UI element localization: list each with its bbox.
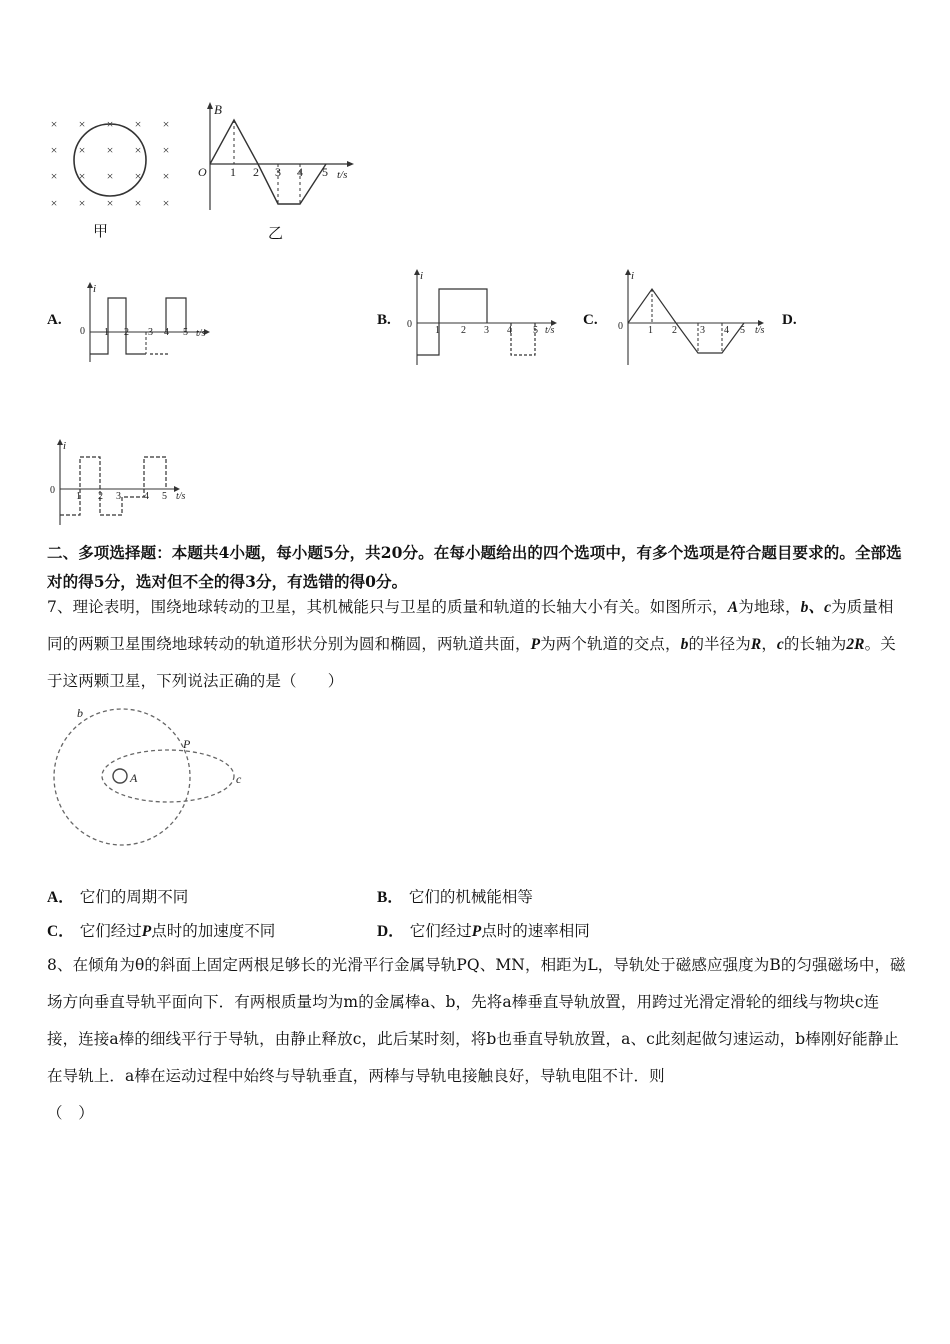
cross: × xyxy=(106,196,114,210)
svg-text:2: 2 xyxy=(672,325,677,336)
q7-option-c[interactable]: C． 它们经过P点时的加速度不同 xyxy=(47,922,276,940)
svg-text:3: 3 xyxy=(700,325,705,336)
svg-text:2: 2 xyxy=(461,325,466,336)
svg-text:5: 5 xyxy=(740,325,745,336)
label-c: c xyxy=(236,772,242,786)
svg-text:3: 3 xyxy=(116,491,121,502)
section-2-heading: 二、多项选择题：本题共4小题，每小题5分，共20分。在每小题给出的四个选项中，有多个选项是符合题目要求的。全部选对的得5分，选对但不全的得3分，有选错的得0分。 xyxy=(47,543,902,591)
label-a: A xyxy=(130,771,138,785)
i-curve xyxy=(90,298,146,354)
svg-text:0: 0 xyxy=(80,326,85,337)
b-curve xyxy=(210,120,326,204)
q8-number: 8、 xyxy=(47,956,73,974)
y-arrow xyxy=(207,102,213,109)
svg-text:1: 1 xyxy=(104,327,109,338)
svg-text:5: 5 xyxy=(162,491,167,502)
cross: × xyxy=(106,117,114,131)
tick-label: 2 xyxy=(253,165,259,179)
tick-label: 1 xyxy=(230,165,236,179)
option-d-letter: D. xyxy=(782,312,797,328)
caption-jia: 甲 xyxy=(93,222,109,240)
svg-text:0: 0 xyxy=(50,485,55,496)
cross: × xyxy=(162,169,170,183)
cross: × xyxy=(78,196,86,210)
cross: × xyxy=(78,117,86,131)
option-b-letter: B. xyxy=(377,312,391,328)
cross: × xyxy=(134,196,142,210)
cross: × xyxy=(134,143,142,157)
tick-label: 3 xyxy=(275,165,281,179)
svg-text:i: i xyxy=(631,270,635,282)
svg-text:1: 1 xyxy=(435,325,440,336)
svg-text:0: 0 xyxy=(618,321,623,332)
cross: × xyxy=(162,143,170,157)
axis-b-label: B xyxy=(214,102,222,117)
svg-text:5: 5 xyxy=(533,325,538,336)
svg-text:i: i xyxy=(93,283,97,295)
svg-text:t/s: t/s xyxy=(545,325,555,336)
label-b: b xyxy=(77,706,83,720)
svg-text:4: 4 xyxy=(507,325,512,336)
earth-a xyxy=(113,769,127,783)
option-a-letter: A. xyxy=(47,312,62,328)
i-curve xyxy=(417,289,487,355)
x-arrow xyxy=(347,161,354,167)
svg-text:i: i xyxy=(420,270,424,282)
figure-jia xyxy=(44,110,184,220)
svg-text:3: 3 xyxy=(484,325,489,336)
figure-yi xyxy=(192,100,362,215)
option-c-letter: C. xyxy=(583,312,598,328)
orbit-b-circle xyxy=(54,709,190,845)
svg-text:2: 2 xyxy=(98,491,103,502)
svg-text:0: 0 xyxy=(407,319,412,330)
cross: × xyxy=(162,196,170,210)
orbit-c-ellipse xyxy=(102,750,234,802)
tick-label: 5 xyxy=(322,165,328,179)
option-b-graph xyxy=(405,267,570,367)
cross: × xyxy=(50,117,58,131)
origin-label: O xyxy=(198,165,207,179)
cross: × xyxy=(50,169,58,183)
svg-text:t/s: t/s xyxy=(176,491,186,502)
cross: × xyxy=(50,143,58,157)
coil-circle xyxy=(74,124,146,196)
q7-number: 7、 xyxy=(47,598,73,616)
svg-text:t/s: t/s xyxy=(196,328,206,339)
q7-option-a[interactable]: A． 它们的周期不同 xyxy=(47,888,189,906)
cross: × xyxy=(50,196,58,210)
option-d-graph xyxy=(48,437,198,527)
option-c-graph xyxy=(612,267,777,367)
svg-text:1: 1 xyxy=(76,491,81,502)
caption-yi: 乙 xyxy=(268,224,284,242)
cross: × xyxy=(134,117,142,131)
svg-text:3: 3 xyxy=(148,327,153,338)
svg-text:4: 4 xyxy=(164,327,169,338)
cross: × xyxy=(106,143,114,157)
q7-option-d[interactable]: D． 它们经过P点时的速率相同 xyxy=(377,922,590,940)
i-curve xyxy=(60,457,166,515)
cross: × xyxy=(106,169,114,183)
label-p: P xyxy=(183,737,191,751)
svg-text:i: i xyxy=(63,440,67,452)
i-curve xyxy=(628,289,744,353)
q7-option-b[interactable]: B． 它们的机械能相等 xyxy=(377,888,533,906)
svg-text:t/s: t/s xyxy=(755,325,765,336)
svg-text:4: 4 xyxy=(724,325,729,336)
tick-label: 4 xyxy=(297,165,303,179)
cross: × xyxy=(78,169,86,183)
svg-text:2: 2 xyxy=(124,327,129,338)
svg-text:1: 1 xyxy=(648,325,653,336)
svg-text:5: 5 xyxy=(183,327,188,338)
orbit-figure xyxy=(50,703,260,853)
cross: × xyxy=(162,117,170,131)
option-a-graph xyxy=(78,280,218,365)
cross: × xyxy=(78,143,86,157)
q8-answer-blank: （ ） xyxy=(47,1104,94,1122)
question-8: 8、在倾角为θ的斜面上固定两根足够长的光滑平行金属导轨PQ、MN，相距为L，导轨处于磁感应强度为B的匀强磁场中，磁场方向垂直导轨平面向下．有两根质量均为m的金属棒a、b，先将a棒垂直导轨放置，用跨过光滑定滑轮的细线与物块c连接，连接a棒的细线平行于导轨，由静止释放c，此后某时刻，将b也垂直导轨放置，a、c此刻起做匀速运动，b棒刚好能静止在导轨上．a棒在运动过程中始终与导轨垂直，两棒与导轨电接触良好，导轨电阻不计．则 （ ） xyxy=(47,947,909,1132)
svg-text:4: 4 xyxy=(144,491,149,502)
axis-t-label: t/s xyxy=(337,169,348,181)
cross: × xyxy=(134,169,142,183)
question-7: 7、理论表明，围绕地球转动的卫星，其机械能只与卫星的质量和轨道的长轴大小有关。如图所示，A为地球，b、c为质量相同的两颗卫星围绕地球转动的轨道形状分别为圆和椭圆，两轨道共面，P为两个轨道的交点，b的半径为R，c的长轴为2R。关于这两颗卫星，下列说法正确的是（ ） xyxy=(47,598,896,690)
